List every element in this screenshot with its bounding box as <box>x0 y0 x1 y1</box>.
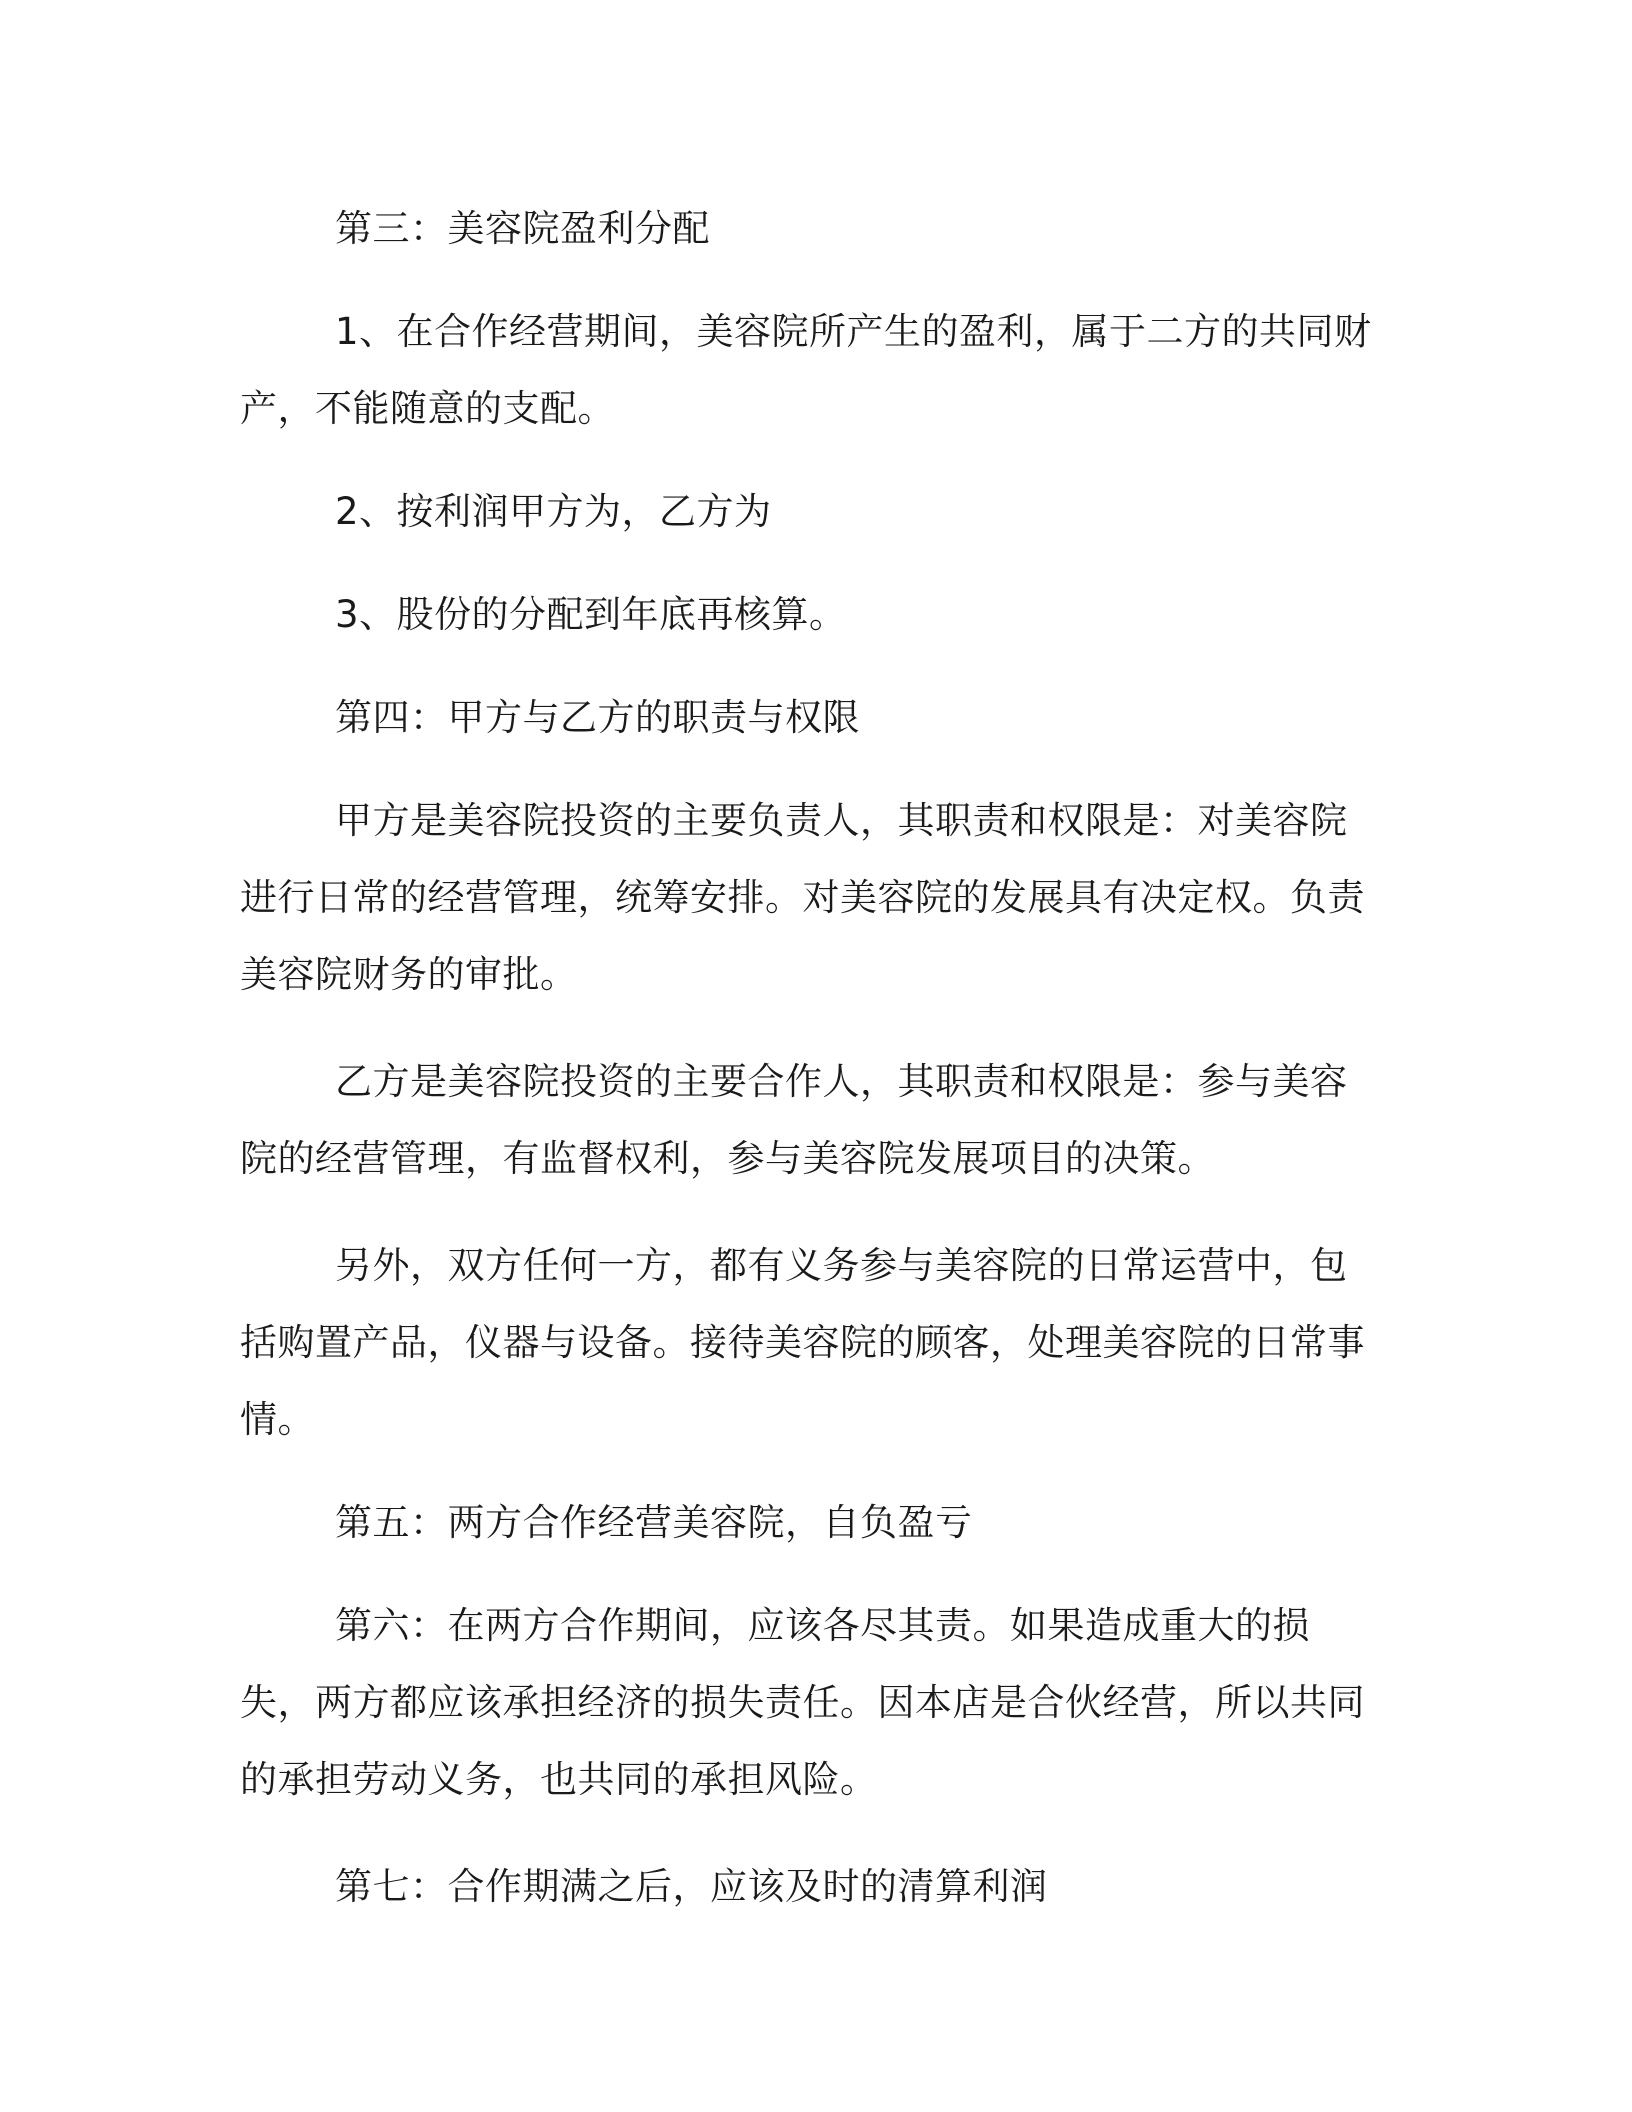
party-a-duties: 甲方是美容院投资的主要负责人，其职责和权限是：对美容院进行日常的经营管理，统筹安排。对美容院的发展具有决定权。负责美容院财务的审批。 <box>240 799 1365 996</box>
joint-obligations: 另外，双方任何一方，都有义务参与美容院的日常运营中，包括购置产品，仪器与设备。接待美容院的顾客，处理美容院的日常事情。 <box>240 1244 1365 1441</box>
clause-3-2: 2、按利润甲方为，乙方为 <box>335 490 772 533</box>
party-b-duties: 乙方是美容院投资的主要合作人，其职责和权限是：参与美容院的经营管理，有监督权利，参与美容院发展项目的决策。 <box>240 1060 1348 1180</box>
section-5-heading: 第五：两方合作经营美容院，自负盈亏 <box>335 1501 973 1544</box>
clause-3-1: 1、在合作经营期间，美容院所产生的盈利，属于二方的共同财产，不能随意的支配。 <box>240 310 1372 430</box>
section-4-heading: 第四：甲方与乙方的职责与权限 <box>335 696 860 739</box>
section-6-paragraph: 第六：在两方合作期间，应该各尽其责。如果造成重大的损失，两方都应该承担经济的损失责任。因本店是合伙经营，所以共同的承担劳动义务，也共同的承担风险。 <box>240 1604 1365 1801</box>
clause-3-3: 3、股份的分配到年底再核算。 <box>335 593 847 636</box>
section-7-heading: 第七：合作期满之后，应该及时的清算利润 <box>335 1865 1048 1908</box>
section-3-heading: 第三：美容院盈利分配 <box>335 207 710 250</box>
document-body <box>240 190 1380 1925</box>
